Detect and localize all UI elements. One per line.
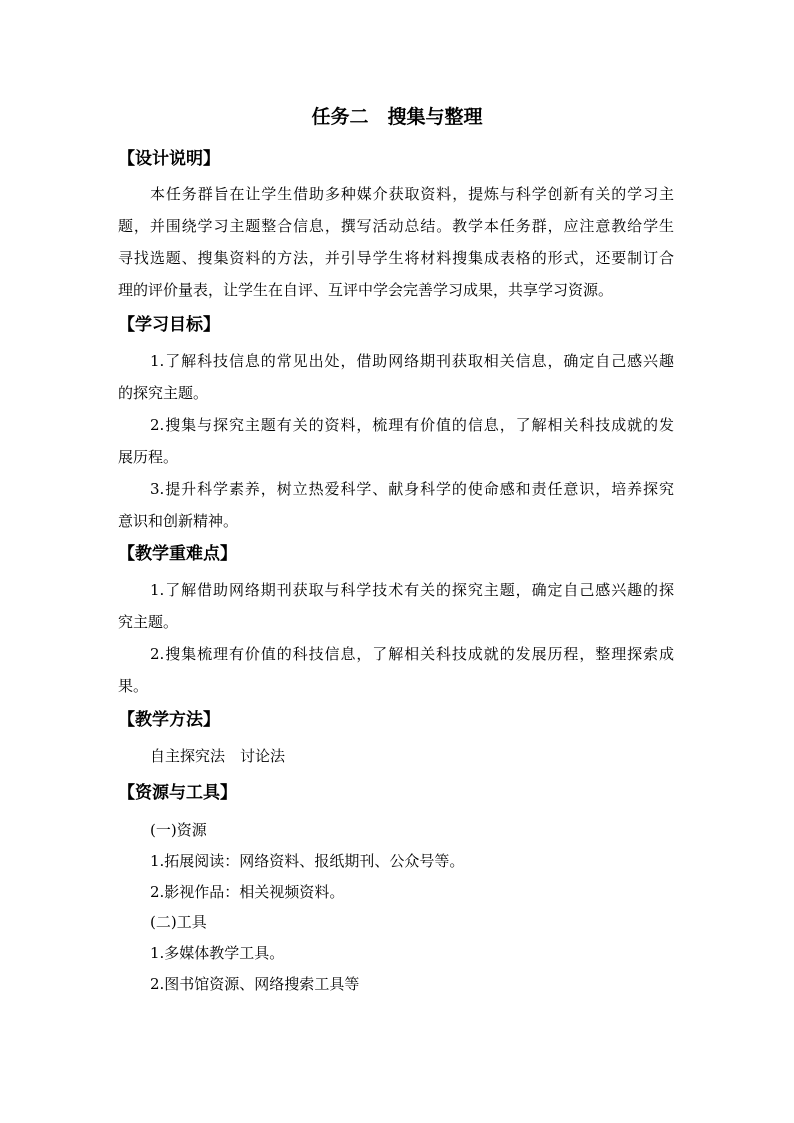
methods-line-1: 自主探究法 讨论法 [150, 747, 286, 765]
resources-line-5: 1.多媒体教学工具。 [150, 944, 285, 962]
page-title: 任务二 搜集与整理 [311, 106, 483, 128]
design-line-1: 本任务群旨在让学生借助多种媒介获取资料，提炼与科学创新有关的学习主 [150, 185, 674, 203]
goals-line-3: 2.搜集与探究主题有关的资料，梳理有价值的信息，了解相关科技成就的发 [150, 416, 674, 434]
key-points-line-2: 究主题。 [118, 613, 179, 631]
goals-line-5: 3.提升科学素养，树立热爱科学、献身科学的使命感和责任意识，培养探究 [150, 480, 674, 498]
goals-line-6: 意识和创新精神。 [118, 512, 239, 530]
goals-line-1: 1.了解科技信息的常见出处，借助网络期刊获取相关信息，确定自己感兴趣 [150, 352, 674, 370]
section-heading-goals: 【学习目标】 [118, 315, 220, 335]
design-line-4: 理的评价量表，让学生在自评、互评中学会完善学习成果，共享学习资源。 [118, 281, 614, 299]
goals-line-2: 的探究主题。 [118, 384, 209, 402]
key-points-line-1: 1.了解借助网络期刊获取与科学技术有关的探究主题，确定自己感兴趣的探 [150, 581, 674, 599]
resources-line-6: 2.图书馆资源、网络搜索工具等 [150, 975, 360, 993]
design-line-2: 题，并围绕学习主题整合信息，撰写活动总结。教学本任务群，应注意教给学生 [118, 217, 674, 235]
section-heading-resources: 【资源与工具】 [118, 783, 237, 803]
resources-line-2: 1.拓展阅读：网络资料、报纸期刊、公众号等。 [150, 852, 465, 870]
section-heading-key-points: 【教学重难点】 [118, 544, 237, 564]
design-line-3: 寻找选题、搜集资料的方法，并引导学生将材料搜集成表格的形式，还要制订合 [118, 249, 674, 267]
resources-line-4: (二)工具 [150, 913, 207, 931]
section-heading-methods: 【教学方法】 [118, 710, 220, 730]
goals-line-4: 展历程。 [118, 448, 179, 466]
section-heading-design: 【设计说明】 [118, 149, 220, 169]
resources-line-3: 2.影视作品：相关视频资料。 [150, 883, 345, 901]
resources-line-1: (一)资源 [150, 821, 207, 839]
key-points-line-4: 果。 [118, 677, 149, 695]
key-points-line-3: 2.搜集梳理有价值的科技信息，了解相关科技成就的发展历程，整理探索成 [150, 645, 674, 663]
